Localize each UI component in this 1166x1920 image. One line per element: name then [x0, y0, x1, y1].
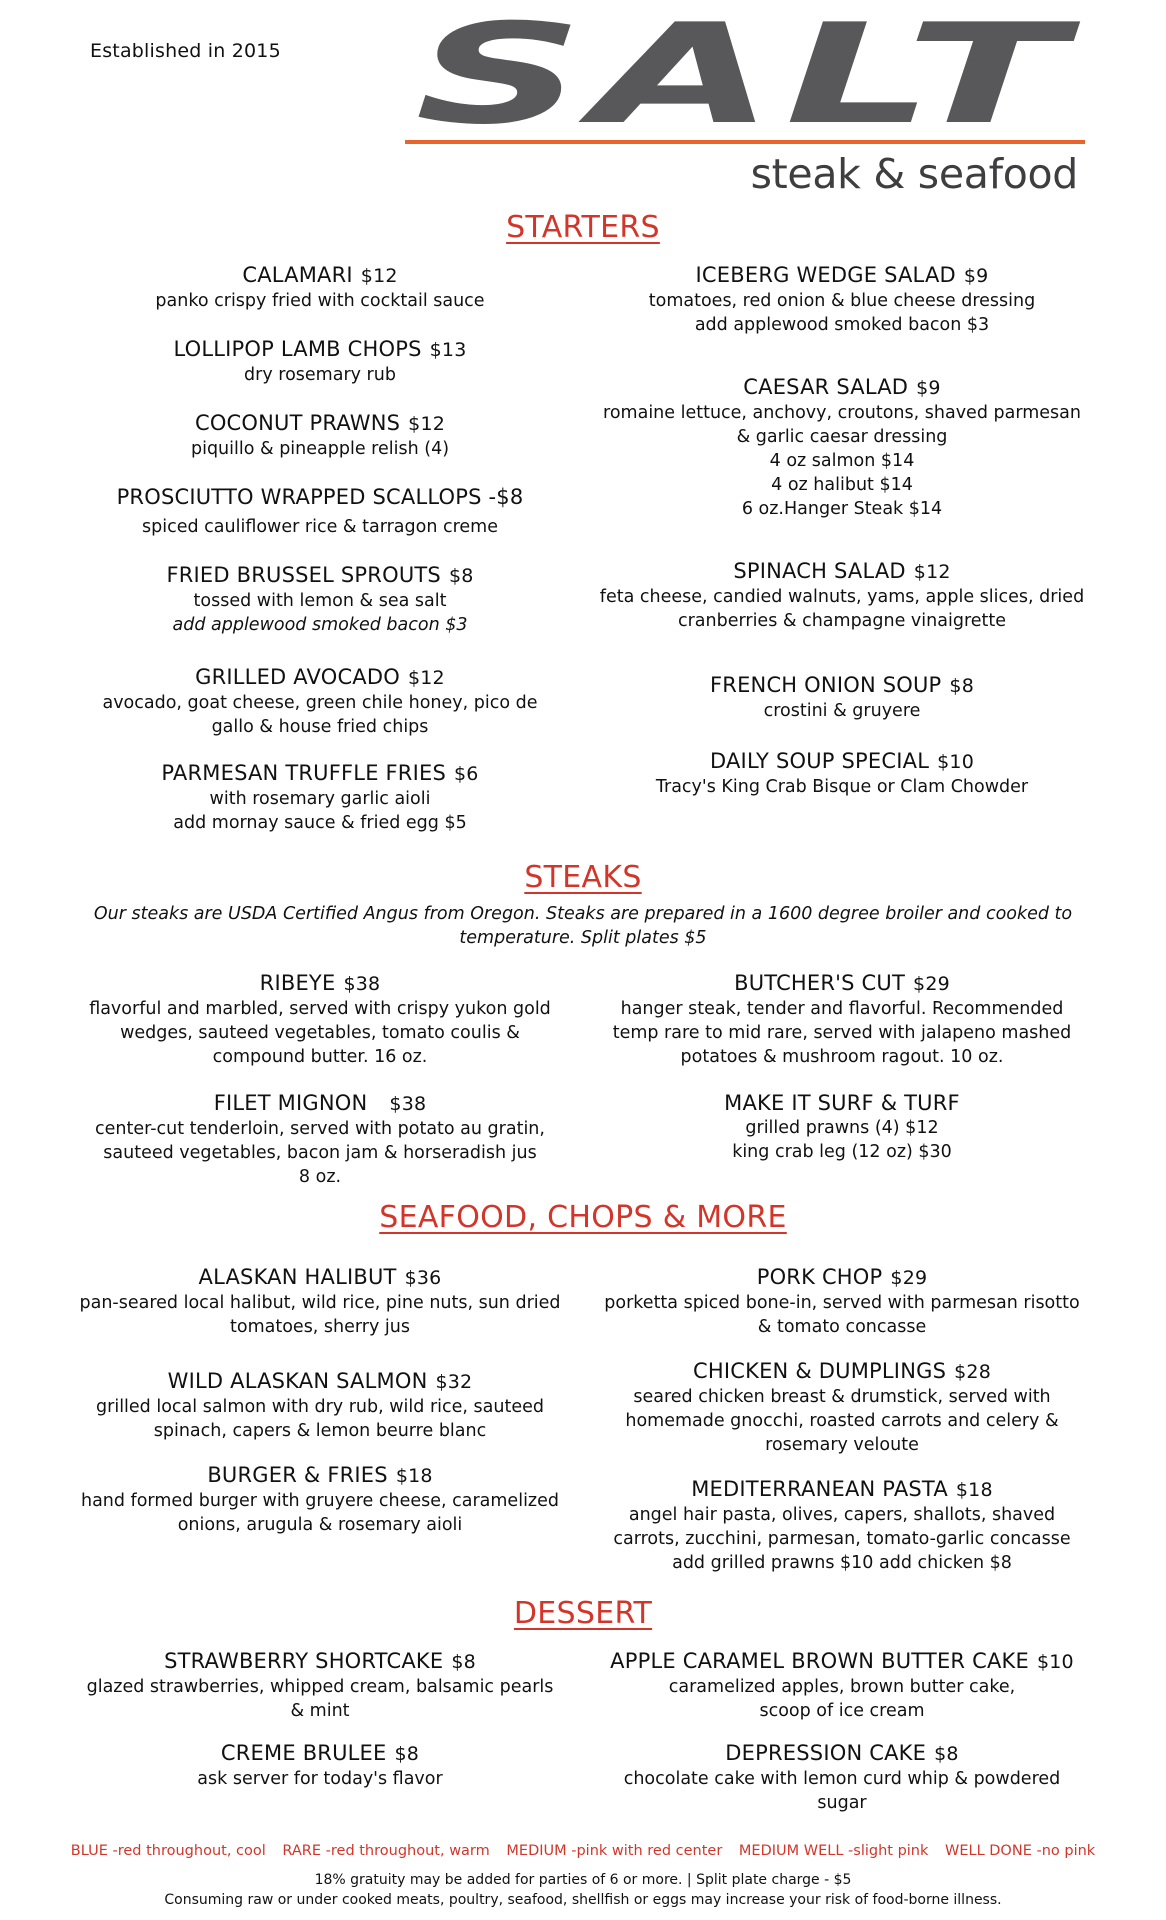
item-price: $28 — [954, 1361, 991, 1383]
steaks-note-line: temperature. Split plates $5 — [459, 928, 707, 948]
item-price: $9 — [916, 377, 941, 399]
item-name: DAILY SOUP SPECIAL — [709, 749, 930, 773]
item-price: $6 — [454, 763, 479, 785]
item-name: STRAWBERRY SHORTCAKE — [164, 1649, 444, 1673]
item-desc: 4 oz halibut $14 — [771, 475, 913, 495]
item-desc: 6 oz.Hanger Steak $14 — [741, 499, 943, 519]
item-desc: add grilled prawns $10 add chicken $8 — [672, 1553, 1012, 1573]
section-title-dessert: DESSERT — [513, 1596, 653, 1631]
item-name: APPLE CARAMEL BROWN BUTTER CAKE — [610, 1649, 1029, 1673]
menu-item — [50, 1648, 590, 1723]
item-price: $10 — [937, 751, 974, 773]
item-name: COCONUT PRAWNS — [194, 411, 401, 435]
menu-item — [50, 970, 590, 1069]
item-name: DEPRESSION CAKE — [725, 1741, 927, 1765]
starters-left-column — [50, 262, 590, 842]
item-desc: tossed with lemon & sea salt — [193, 591, 447, 611]
item-name: CAESAR SALAD — [743, 375, 909, 399]
menu-item — [50, 1264, 590, 1339]
menu-item — [50, 1368, 590, 1443]
item-desc: spiced cauliflower rice & tarragon creme — [142, 517, 498, 537]
seafood-right-column — [572, 1264, 1112, 1584]
item-desc: Tracy's King Crab Bisque or Clam Chowder — [655, 777, 1029, 797]
item-name: GRILLED AVOCADO — [195, 665, 400, 689]
item-price: $8 — [394, 1743, 420, 1765]
item-desc: avocado, goat cheese, green chile honey, pico de — [102, 693, 538, 713]
temp-blue: BLUE -red throughout, cool — [70, 1843, 266, 1859]
menu-item — [50, 664, 590, 739]
menu-item — [50, 1740, 590, 1791]
item-price: $32 — [435, 1371, 473, 1393]
item-price: $38 — [343, 973, 381, 995]
item-name: PROSCIUTTO WRAPPED SCALLOPS -$8 — [116, 485, 524, 509]
menu-item — [572, 374, 1112, 521]
item-price: $10 — [1036, 1651, 1074, 1673]
menu-item — [572, 1740, 1112, 1815]
menu-item — [572, 558, 1112, 633]
tagline: steak & seafood — [750, 150, 1078, 198]
item-desc: grilled prawns (4) $12 — [745, 1118, 939, 1138]
menu-item — [572, 262, 1112, 337]
item-desc: king crab leg (12 oz) $30 — [732, 1142, 952, 1162]
item-price: $18 — [955, 1479, 993, 1501]
item-name: LOLLIPOP LAMB CHOPS — [173, 337, 422, 361]
item-desc: gallo & house fried chips — [211, 717, 429, 737]
item-desc: crostini & gruyere — [763, 701, 921, 721]
item-price: $8 — [934, 1743, 959, 1765]
item-desc: & mint — [290, 1701, 350, 1721]
item-price: $9 — [963, 265, 989, 287]
item-desc: rosemary veloute — [765, 1435, 919, 1455]
item-desc: add applewood smoked bacon $3 — [694, 315, 990, 335]
item-desc: sugar — [817, 1793, 867, 1813]
item-desc: flavorful and marbled, served with crispy yukon gold — [89, 999, 551, 1019]
item-desc: pan-seared local halibut, wild rice, pine nuts, sun dried — [79, 1293, 561, 1313]
menu-item — [50, 262, 590, 313]
item-name: FILET MIGNON — [213, 1091, 368, 1115]
temp-medium: MEDIUM -pink with red center — [506, 1843, 723, 1859]
menu-item — [572, 1090, 1112, 1164]
item-desc: onions, arugula & rosemary aioli — [177, 1515, 463, 1535]
item-desc: caramelized apples, brown butter cake, — [668, 1677, 1016, 1697]
item-addon: add applewood smoked bacon $3 — [172, 615, 468, 635]
item-desc: dry rosemary rub — [244, 365, 396, 385]
gratuity-note: 18% gratuity may be added for parties of 6 or more. | Split plate charge - $5 — [314, 1872, 852, 1888]
established-text: Established in 2015 — [90, 40, 281, 62]
item-desc: tomatoes, sherry jus — [230, 1317, 410, 1337]
item-price: $29 — [913, 973, 950, 995]
menu-item — [572, 1476, 1112, 1575]
logo-text: SALT — [415, 18, 1082, 130]
item-desc: with rosemary garlic aioli — [209, 789, 431, 809]
item-price: $12 — [407, 667, 445, 689]
item-desc: chocolate cake with lemon curd whip & powdered — [623, 1769, 1061, 1789]
steaks-right-column — [572, 970, 1112, 1190]
temp-well-done: WELL DONE -no pink — [945, 1843, 1096, 1859]
menu-item — [572, 672, 1112, 723]
menu-item — [50, 336, 590, 387]
item-desc: angel hair pasta, olives, capers, shallots, shaved — [628, 1505, 1056, 1525]
salt-logo — [405, 18, 1085, 130]
item-desc: add mornay sauce & fried egg $5 — [173, 813, 467, 833]
item-desc: cranberries & champagne vinaigrette — [677, 611, 1007, 631]
temp-medium-well: MEDIUM WELL -slight pink — [738, 1843, 929, 1859]
menu-item — [50, 760, 590, 835]
item-desc: glazed strawberries, whipped cream, balsamic pearls — [86, 1677, 554, 1697]
item-desc: spinach, capers & lemon beurre blanc — [153, 1421, 487, 1441]
item-name: CHICKEN & DUMPLINGS — [693, 1359, 947, 1383]
menu-item — [572, 1648, 1112, 1723]
health-warning: Consuming raw or under cooked meats, poultry, seafood, shellfish or eggs may increase your risk of food-borne illness. — [164, 1892, 1002, 1908]
menu-item — [572, 748, 1112, 799]
item-name: PARMESAN TRUFFLE FRIES — [161, 761, 446, 785]
item-desc: ask server for today's flavor — [197, 1769, 443, 1789]
item-price: $18 — [395, 1465, 433, 1487]
item-name: ICEBERG WEDGE SALAD — [695, 263, 956, 287]
item-name: MAKE IT SURF & TURF — [724, 1091, 960, 1115]
item-desc: carrots, zucchini, parmesan, tomato-garlic concasse — [613, 1529, 1071, 1549]
item-desc: panko crispy fried with cocktail sauce — [155, 291, 485, 311]
dessert-right-column — [572, 1648, 1112, 1828]
item-desc: tomatoes, red onion & blue cheese dressing — [648, 291, 1036, 311]
item-name: FRENCH ONION SOUP — [710, 673, 942, 697]
item-name: BURGER & FRIES — [207, 1463, 388, 1487]
seafood-left-column — [50, 1264, 590, 1564]
item-desc: sauteed vegetables, bacon jam & horseradish jus — [103, 1143, 537, 1163]
logo-rule — [405, 140, 1085, 144]
temperature-guide — [0, 1843, 1166, 1859]
temp-rare: RARE -red throughout, warm — [282, 1843, 490, 1859]
item-name: PORK CHOP — [756, 1265, 883, 1289]
menu-item — [572, 970, 1112, 1069]
section-title-steaks: STEAKS — [524, 860, 642, 895]
menu-item — [50, 484, 590, 539]
item-name: ALASKAN HALIBUT — [198, 1265, 397, 1289]
item-desc: hanger steak, tender and flavorful. Recommended — [620, 999, 1064, 1019]
section-title-starters: STARTERS — [506, 210, 660, 245]
item-desc: grilled local salmon with dry rub, wild rice, sauteed — [96, 1397, 544, 1417]
item-name: SPINACH SALAD — [733, 559, 906, 583]
starters-right-column — [572, 262, 1112, 802]
item-desc: seared chicken breast & drumstick, served with — [633, 1387, 1051, 1407]
item-desc: & tomato concasse — [757, 1317, 927, 1337]
item-price: $8 — [448, 565, 474, 587]
item-desc: hand formed burger with gruyere cheese, caramelized — [80, 1491, 559, 1511]
item-desc: porketta spiced bone-in, served with parmesan risotto — [604, 1293, 1080, 1313]
menu-item — [50, 562, 590, 637]
menu-item — [50, 410, 590, 461]
item-name: CALAMARI — [242, 263, 353, 287]
item-desc: 4 oz salmon $14 — [769, 451, 915, 471]
dessert-left-column — [50, 1648, 590, 1828]
item-price: $36 — [404, 1267, 442, 1289]
item-desc: & garlic caesar dressing — [736, 427, 948, 447]
menu-item — [50, 1462, 590, 1537]
item-desc: feta cheese, candied walnuts, yams, apple slices, dried — [599, 587, 1085, 607]
item-desc: piquillo & pineapple relish (4) — [190, 439, 450, 459]
item-desc: center-cut tenderloin, served with potato au gratin, — [95, 1119, 545, 1139]
menu-item — [572, 1264, 1112, 1339]
item-price: $13 — [429, 339, 467, 361]
item-name: FRIED BRUSSEL SPROUTS — [166, 563, 441, 587]
item-name: WILD ALASKAN SALMON — [167, 1369, 428, 1393]
item-name: CREME BRULEE — [220, 1741, 387, 1765]
steaks-note-line: Our steaks are USDA Certified Angus from Oregon. Steaks are prepared in a 1600 degree broiler and cooked to — [93, 904, 1073, 924]
item-desc: wedges, sauteed vegetables, tomato coulis & — [120, 1023, 520, 1043]
item-desc: compound butter. 16 oz. — [212, 1047, 428, 1067]
item-price: $8 — [949, 675, 974, 697]
item-desc: scoop of ice cream — [759, 1701, 925, 1721]
item-desc: temp rare to mid rare, served with jalapeno mashed — [612, 1023, 1072, 1043]
item-price: $38 — [389, 1093, 427, 1115]
steaks-left-column — [50, 970, 590, 1190]
item-price: $29 — [890, 1267, 928, 1289]
item-desc: potatoes & mushroom ragout. 10 oz. — [680, 1047, 1004, 1067]
item-desc: romaine lettuce, anchovy, croutons, shaved parmesan — [603, 403, 1081, 423]
steaks-note — [90, 902, 1076, 950]
item-desc: 8 oz. — [298, 1167, 342, 1187]
item-price: $8 — [451, 1651, 476, 1673]
item-price: $12 — [360, 265, 398, 287]
item-name: BUTCHER'S CUT — [734, 971, 906, 995]
item-desc: homemade gnocchi, roasted carrots and celery & — [625, 1411, 1059, 1431]
item-price: $12 — [913, 561, 951, 583]
menu-item — [50, 1090, 590, 1189]
section-title-seafood: SEAFOOD, CHOPS & MORE — [379, 1200, 787, 1235]
item-price: $12 — [408, 413, 446, 435]
menu-item — [572, 1358, 1112, 1457]
item-name: RIBEYE — [259, 971, 336, 995]
item-name: MEDITERRANEAN PASTA — [691, 1477, 948, 1501]
